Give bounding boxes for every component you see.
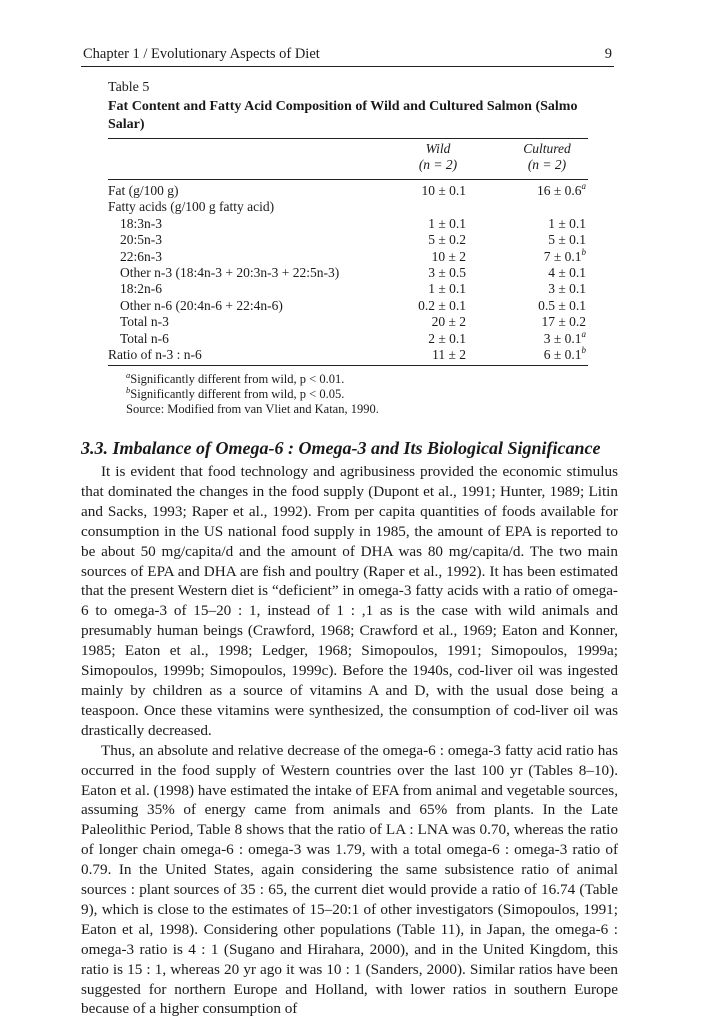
footnote-marker: b	[581, 344, 586, 355]
table-column-headers	[108, 141, 588, 175]
page-number: 9	[604, 46, 612, 62]
cell-cultured-value: 5 ± 0.1	[548, 232, 586, 248]
table-footnotes	[126, 372, 588, 417]
row-label: 18:3n-3	[120, 215, 162, 231]
row-label: 20:5n-3	[120, 232, 162, 248]
row-label: Ratio of n-3 : n-6	[108, 346, 202, 362]
column-header-cultured	[506, 141, 588, 173]
row-label: Fatty acids (g/100 g fatty acid)	[108, 199, 275, 215]
table-row	[108, 232, 588, 248]
column-n-wild: (n = 2)	[418, 157, 458, 172]
footnote-mark: a	[126, 370, 131, 381]
column-name-wild: Wild	[425, 141, 451, 156]
footnote	[126, 372, 588, 387]
footnote-marker: a	[581, 181, 586, 191]
cell-cultured-value: 17 ± 0.2	[541, 314, 586, 330]
cell-wild: 5 ± 0.2	[428, 232, 466, 248]
cell-cultured-value: 1 ± 0.1	[548, 215, 586, 231]
table-row	[108, 246, 588, 265]
cell-wild: 3 ± 0.5	[428, 264, 466, 280]
table-row	[108, 216, 588, 232]
cell-cultured-value: 0.5 ± 0.1	[538, 297, 586, 313]
table-row	[108, 328, 588, 347]
cell-wild: 11 ± 2	[432, 346, 466, 362]
table-body	[108, 183, 588, 363]
column-n-cultured: (n = 2)	[527, 157, 567, 172]
footnote-marker: a	[581, 328, 586, 339]
cell-wild: 1 ± 0.1	[428, 281, 466, 297]
paragraph-2: Thus, an absolute and relative decrease of the omega-6 : omega-3 fatty acid ratio has occurred in the food supply of Western countries over the last 100 yr (Tables 8–10). Eaton et al. (1998) have estimated the intake of EFA from animal and vegetable sources, assuming 35% of energy came from animals and 65% from plants. In the Late Paleolithic Period, Table 8 shows that the ratio of LA : LNA was 0.70, whereas the ratio of longer chain omega-6 : omega-3 was 1.79, with a total omega-6 : omega-3 ratio of 0.79. In the United States, again considering the same subsistence ratio of animal sources : plant sources of 35 : 65, the current diet would provide a ratio of 16.74 (Table 9), which is close to the estimates of 15–20:1 of other investigators (Simopoulos, 1991; Eaton et al, 1998). Considering other populations (Table 11), in Japan, the omega-6 : omega-3 ratio is 4 : 1 (Sugano and Hirahara, 2000), and in the United Kingdom, this ratio is 15 : 1, whereas 20 yr ago it was 10 : 1 (Sanders, 2000). Similar ratios have been suggested for northern Europe and Holland, with lower ratios in southern Europe because of a higher consumption of	[81, 741, 619, 1018]
row-label: 18:2n-6	[120, 281, 162, 297]
table-row	[108, 344, 588, 363]
cell-cultured	[543, 246, 586, 265]
cell-cultured-value: 6 ± 0.1	[543, 346, 582, 362]
table-row	[108, 199, 588, 215]
table-row	[108, 314, 588, 330]
cell-cultured	[548, 281, 586, 297]
cell-wild: 1 ± 0.1	[428, 215, 466, 231]
cell-cultured	[543, 344, 586, 363]
row-label: Other n-3 (18:4n-3 + 20:3n-3 + 22:5n-3)	[120, 264, 340, 280]
table-row	[108, 298, 588, 314]
cell-cultured-value: 7 ± 0.1	[543, 248, 582, 264]
cell-wild: 0.2 ± 0.1	[418, 297, 466, 313]
column-name-cultured: Cultured	[523, 141, 571, 156]
table-row	[108, 281, 588, 297]
footnote	[126, 402, 588, 417]
cell-wild: 2 ± 0.1	[428, 330, 466, 346]
row-label: Total n-6	[120, 330, 169, 346]
table-row	[108, 265, 588, 281]
row-label: 22:6n-3	[120, 248, 162, 264]
cell-cultured	[548, 232, 586, 248]
table-header-rule	[108, 179, 588, 180]
cell-cultured	[538, 298, 586, 314]
cell-wild: 20 ± 2	[431, 314, 466, 330]
row-label: Total n-3	[120, 314, 169, 330]
column-header-wild	[388, 141, 488, 173]
table-bottom-rule	[108, 365, 588, 366]
cell-cultured	[541, 314, 586, 330]
cell-cultured-value: 16 ± 0.6	[536, 183, 582, 198]
cell-wild: 10 ± 0.1	[421, 183, 466, 198]
footnote-text: Significantly different from wild, p < 0.05.	[130, 387, 345, 402]
section-body	[81, 462, 618, 1019]
footnote	[126, 387, 588, 402]
row-label: Other n-6 (20:4n-6 + 22:4n-6)	[120, 297, 283, 313]
cell-cultured	[543, 328, 586, 347]
cell-cultured-value: 3 ± 0.1	[543, 330, 582, 346]
footnote-marker: b	[581, 246, 586, 257]
chapter-title: Chapter 1 / Evolutionary Aspects of Diet	[83, 46, 320, 62]
footnote-mark: b	[126, 385, 131, 396]
cell-wild: 10 ± 2	[431, 248, 466, 264]
table-title: Fat Content and Fatty Acid Composition of Wild and Cultured Salmon (Salmo Salar)	[108, 99, 578, 132]
cell-cultured-value: 3 ± 0.1	[548, 281, 586, 297]
row-label: Fat (g/100 g)	[108, 183, 179, 198]
paragraph-1: It is evident that food technology and agribusiness provided the economic stimulus that dominated the changes in the food supply (Dupont et al., 1991; Hunter, 1989; Litin and Sacks, 1993; Raper et al., 1992). From per capita quantities of foods available for consumption in the US national food supply in 1985, the amount of EPA is reported to be about 50 mg/capita/d and the amount of DHA was 80 mg/capita/d. The two main sources of EPA and DHA are fish and poultry (Raper et al., 1992). It has been estimated that the present Western diet is “deficient” in omega-3 fatty acids with a ratio of omega-6 to omega-3 of 15–20 : 1, instead of 1 : ,1 as is the case with wild animals and presumably human beings (Crawford, 1968; Crawford et al., 1969; Eaton and Konner, 1985; Eaton et al., 1998; Ledger, 1968; Simopoulos, 1991; Simopoulos, 1999a; Simopoulos, 1999b; Simopoulos, 1999c). Before the 1940s, cod-liver oil was ingested mainly by children as a source of vitamins A and D, with the usual dose being a teaspoon. Once these vitamins were synthesized, the consumption of cod-liver oil was drastically decreased.	[81, 463, 618, 739]
cell-cultured-value: 4 ± 0.1	[548, 264, 586, 280]
footnote-text: Significantly different from wild, p < 0.01.	[130, 372, 345, 387]
cell-cultured	[548, 265, 586, 281]
table-row	[108, 183, 588, 199]
cell-cultured	[548, 216, 586, 232]
table-top-rule	[108, 138, 588, 139]
cell-cultured	[537, 183, 586, 199]
table-label: Table 5	[108, 80, 150, 95]
footnote-text: Source: Modified from van Vliet and Katan, 1990.	[126, 402, 379, 417]
running-head	[81, 44, 614, 67]
table-5	[108, 79, 588, 417]
section-heading: 3.3. Imbalance of Omega-6 : Omega-3 and Its Biological Significance	[81, 438, 601, 458]
